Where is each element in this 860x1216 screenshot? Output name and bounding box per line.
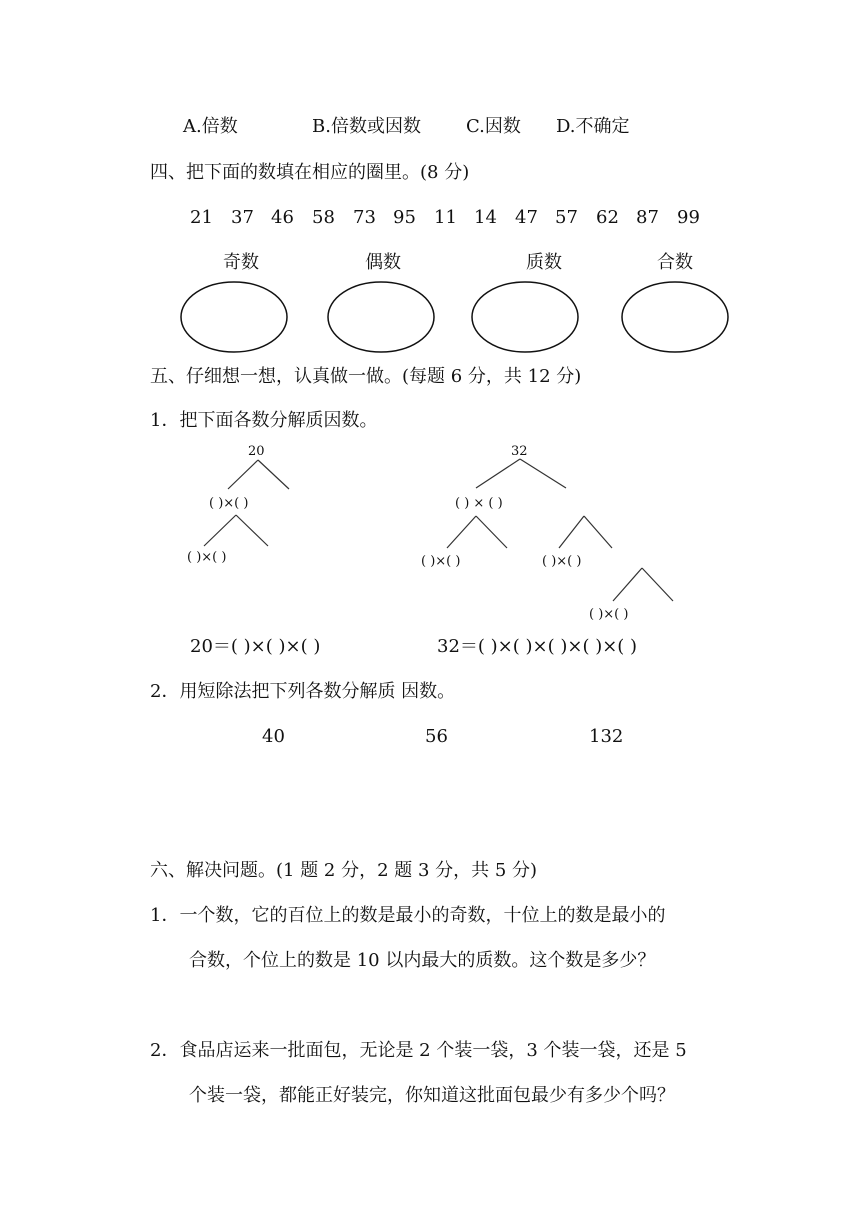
number-item: 87 (636, 207, 659, 228)
problem1-line2: 合数，个位上的数是 10 以内最大的质数。这个数是多少？ (189, 950, 656, 971)
even-answer-circle[interactable] (328, 282, 434, 352)
prime-answer-circle[interactable] (472, 282, 578, 352)
tree32-level3[interactable]: ( )×( ) (589, 607, 629, 622)
number-item: 46 (271, 207, 294, 228)
category-prime-label: 质数 (526, 252, 562, 273)
number-item: 11 (434, 207, 457, 228)
category-odd-label: 奇数 (223, 252, 259, 273)
section4-title: 四、把下面的数填在相应的圈里。(8 分) (150, 162, 470, 183)
section6-title: 六、解决问题。(1 题 2 分，2 题 3 分，共 5 分) (150, 860, 538, 881)
number-item: 73 (353, 207, 376, 228)
odd-answer-circle[interactable] (181, 282, 287, 352)
problem2-line2: 个装一袋，都能正好装完，你知道这批面包最少有多少个吗？ (189, 1085, 675, 1106)
number-item: 62 (596, 207, 619, 228)
equation-32[interactable]: 32＝( )×( )×( )×( )×( ) (437, 636, 638, 657)
factor-tree-32 (447, 459, 673, 601)
option-b: B.倍数或因数 (312, 116, 421, 137)
option-a: A.倍数 (183, 116, 238, 137)
section5-title: 五、仔细想一想，认真做一做。(每题 6 分，共 12 分) (150, 366, 582, 387)
tree20-level2[interactable]: ( )×( ) (187, 550, 227, 565)
number-item: 95 (393, 207, 416, 228)
q1-label: 1．把下面各数分解质因数。 (150, 410, 378, 431)
tree20-level1[interactable]: ( )×( ) (209, 496, 249, 511)
tree32-root: 32 (511, 444, 528, 459)
tree32-level2-left[interactable]: ( )×( ) (421, 554, 461, 569)
short-division-number: 132 (589, 726, 624, 747)
number-item: 21 (190, 207, 213, 228)
option-d: D.不确定 (556, 116, 630, 137)
equation-20[interactable]: 20＝( )×( )×( ) (190, 636, 321, 657)
tree32-level2-right[interactable]: ( )×( ) (542, 554, 582, 569)
problem1-line1: 1．一个数，它的百位上的数是最小的奇数，十位上的数是最小的 (150, 905, 666, 926)
category-composite-label: 合数 (657, 252, 693, 273)
q2-label: 2．用短除法把下列各数分解质 因数。 (150, 681, 456, 702)
number-item: 58 (312, 207, 335, 228)
short-division-number: 40 (262, 726, 285, 747)
number-item: 47 (515, 207, 538, 228)
problem2-line1: 2．食品店运来一批面包，无论是 2 个装一袋，3 个装一袋，还是 5 (150, 1040, 687, 1061)
category-even-label: 偶数 (365, 252, 401, 273)
tree20-root: 20 (248, 444, 265, 459)
tree32-level1[interactable]: ( ) × ( ) (455, 496, 503, 511)
number-item: 37 (231, 207, 254, 228)
option-c: C.因数 (466, 116, 521, 137)
composite-answer-circle[interactable] (622, 282, 728, 352)
number-item: 57 (555, 207, 578, 228)
short-division-number: 56 (425, 726, 448, 747)
number-item: 99 (677, 207, 700, 228)
number-item: 14 (474, 207, 497, 228)
